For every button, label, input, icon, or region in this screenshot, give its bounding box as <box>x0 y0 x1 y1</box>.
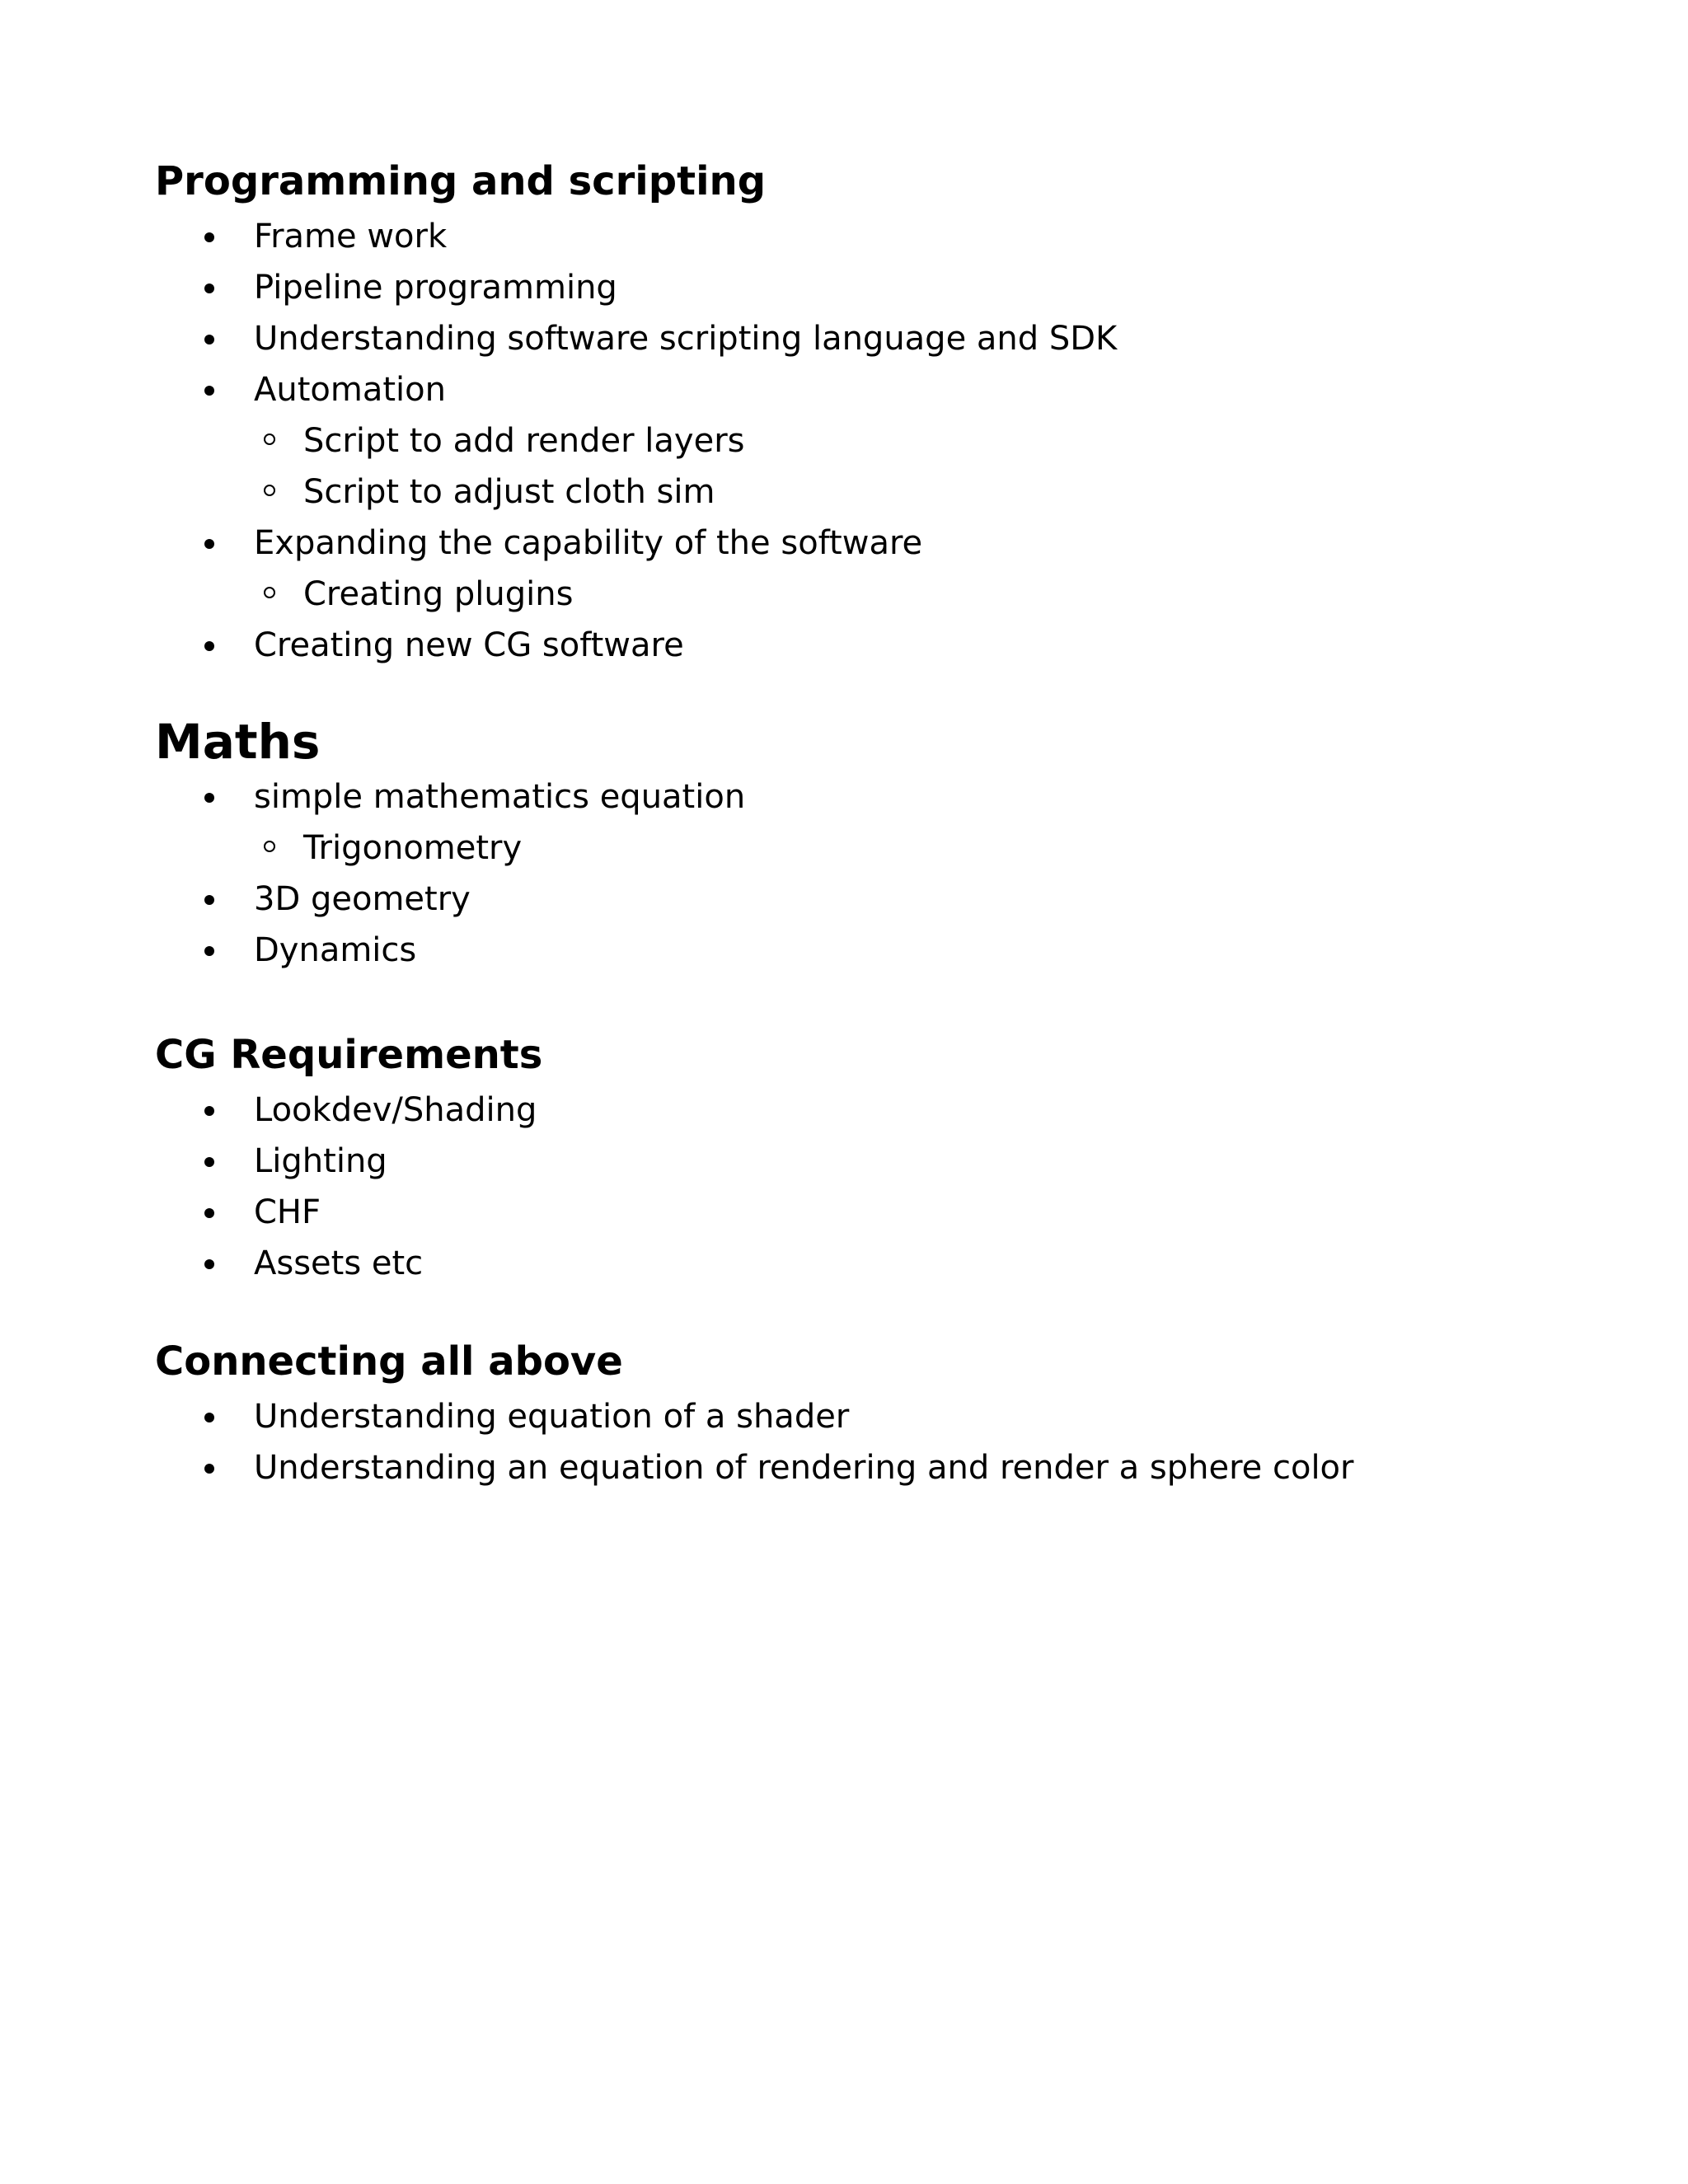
list-item-label: Frame work <box>254 218 448 255</box>
list-item-label: CHF <box>254 1193 321 1231</box>
sub-list-item <box>155 466 1556 518</box>
list-item <box>155 1085 1556 1136</box>
list-item-label: Pipeline programming <box>254 269 617 307</box>
section-maths <box>155 714 1556 976</box>
list-item-label: Understanding software scripting language and SDK <box>254 320 1118 358</box>
bullet-disc-icon <box>204 895 214 905</box>
bullet-circle-icon <box>264 587 275 598</box>
bullet-circle-icon <box>264 485 275 496</box>
bullet-disc-icon <box>204 946 214 956</box>
bullet-circle-icon <box>264 841 275 852</box>
sub-list-item <box>155 415 1556 466</box>
section-programming-and-scripting <box>155 157 1556 671</box>
list-item <box>155 1187 1556 1238</box>
list-item-label: Dynamics <box>254 931 417 969</box>
list-item-label: Creating new CG software <box>254 626 684 664</box>
section-heading: Connecting all above <box>155 1338 623 1385</box>
bullet-disc-icon <box>204 1157 214 1167</box>
list-item-label: 3D geometry <box>254 880 471 918</box>
bullet-list <box>155 1085 1556 1289</box>
bullet-disc-icon <box>204 1208 214 1218</box>
list-item <box>155 1238 1556 1289</box>
list-item <box>155 364 1556 415</box>
bullet-list <box>155 771 1556 976</box>
bullet-disc-icon <box>204 1106 214 1116</box>
list-item <box>155 518 1556 569</box>
list-item-label: Assets etc <box>254 1244 424 1282</box>
bullet-list <box>155 211 1556 671</box>
list-item-label: Lookdev/Shading <box>254 1091 537 1129</box>
section-heading: Programming and scripting <box>155 158 767 204</box>
list-item-label: Understanding an equation of rendering and render a sphere color <box>254 1449 1354 1487</box>
list-item <box>155 771 1556 823</box>
bullet-disc-icon <box>204 232 214 242</box>
bullet-disc-icon <box>204 1464 214 1474</box>
bullet-disc-icon <box>204 539 214 549</box>
bullet-disc-icon <box>204 386 214 396</box>
bullet-list <box>155 1391 1556 1493</box>
sub-list-item-label: Script to add render layers <box>303 422 745 460</box>
sub-list-item-label: Trigonometry <box>303 829 523 867</box>
sub-list-item <box>155 569 1556 620</box>
list-item <box>155 1136 1556 1187</box>
bullet-disc-icon <box>204 1259 214 1269</box>
list-item <box>155 925 1556 976</box>
list-item <box>155 313 1556 364</box>
bullet-disc-icon <box>204 284 214 293</box>
list-item <box>155 1391 1556 1442</box>
bullet-disc-icon <box>204 793 214 803</box>
bullet-disc-icon <box>204 335 214 344</box>
section-connecting-all-above <box>155 1337 1556 1493</box>
sub-list-item-label: Creating plugins <box>303 575 574 613</box>
list-item <box>155 620 1556 671</box>
sub-list-item <box>155 823 1556 874</box>
list-item <box>155 211 1556 262</box>
bullet-disc-icon <box>204 1413 214 1422</box>
list-item-label: Understanding equation of a shader <box>254 1398 850 1436</box>
list-item-label: simple mathematics equation <box>254 778 746 816</box>
section-heading: CG Requirements <box>155 1032 543 1078</box>
sub-list-item-label: Script to adjust cloth sim <box>303 473 715 511</box>
list-item-label: Automation <box>254 371 446 409</box>
list-item <box>155 874 1556 925</box>
bullet-circle-icon <box>264 434 275 445</box>
list-item <box>155 1442 1556 1493</box>
section-cg-requirements <box>155 1030 1556 1289</box>
list-item-label: Lighting <box>254 1142 387 1180</box>
section-heading: Maths <box>155 714 321 770</box>
bullet-disc-icon <box>204 641 214 651</box>
list-item <box>155 262 1556 313</box>
list-item-label: Expanding the capability of the software <box>254 524 923 562</box>
